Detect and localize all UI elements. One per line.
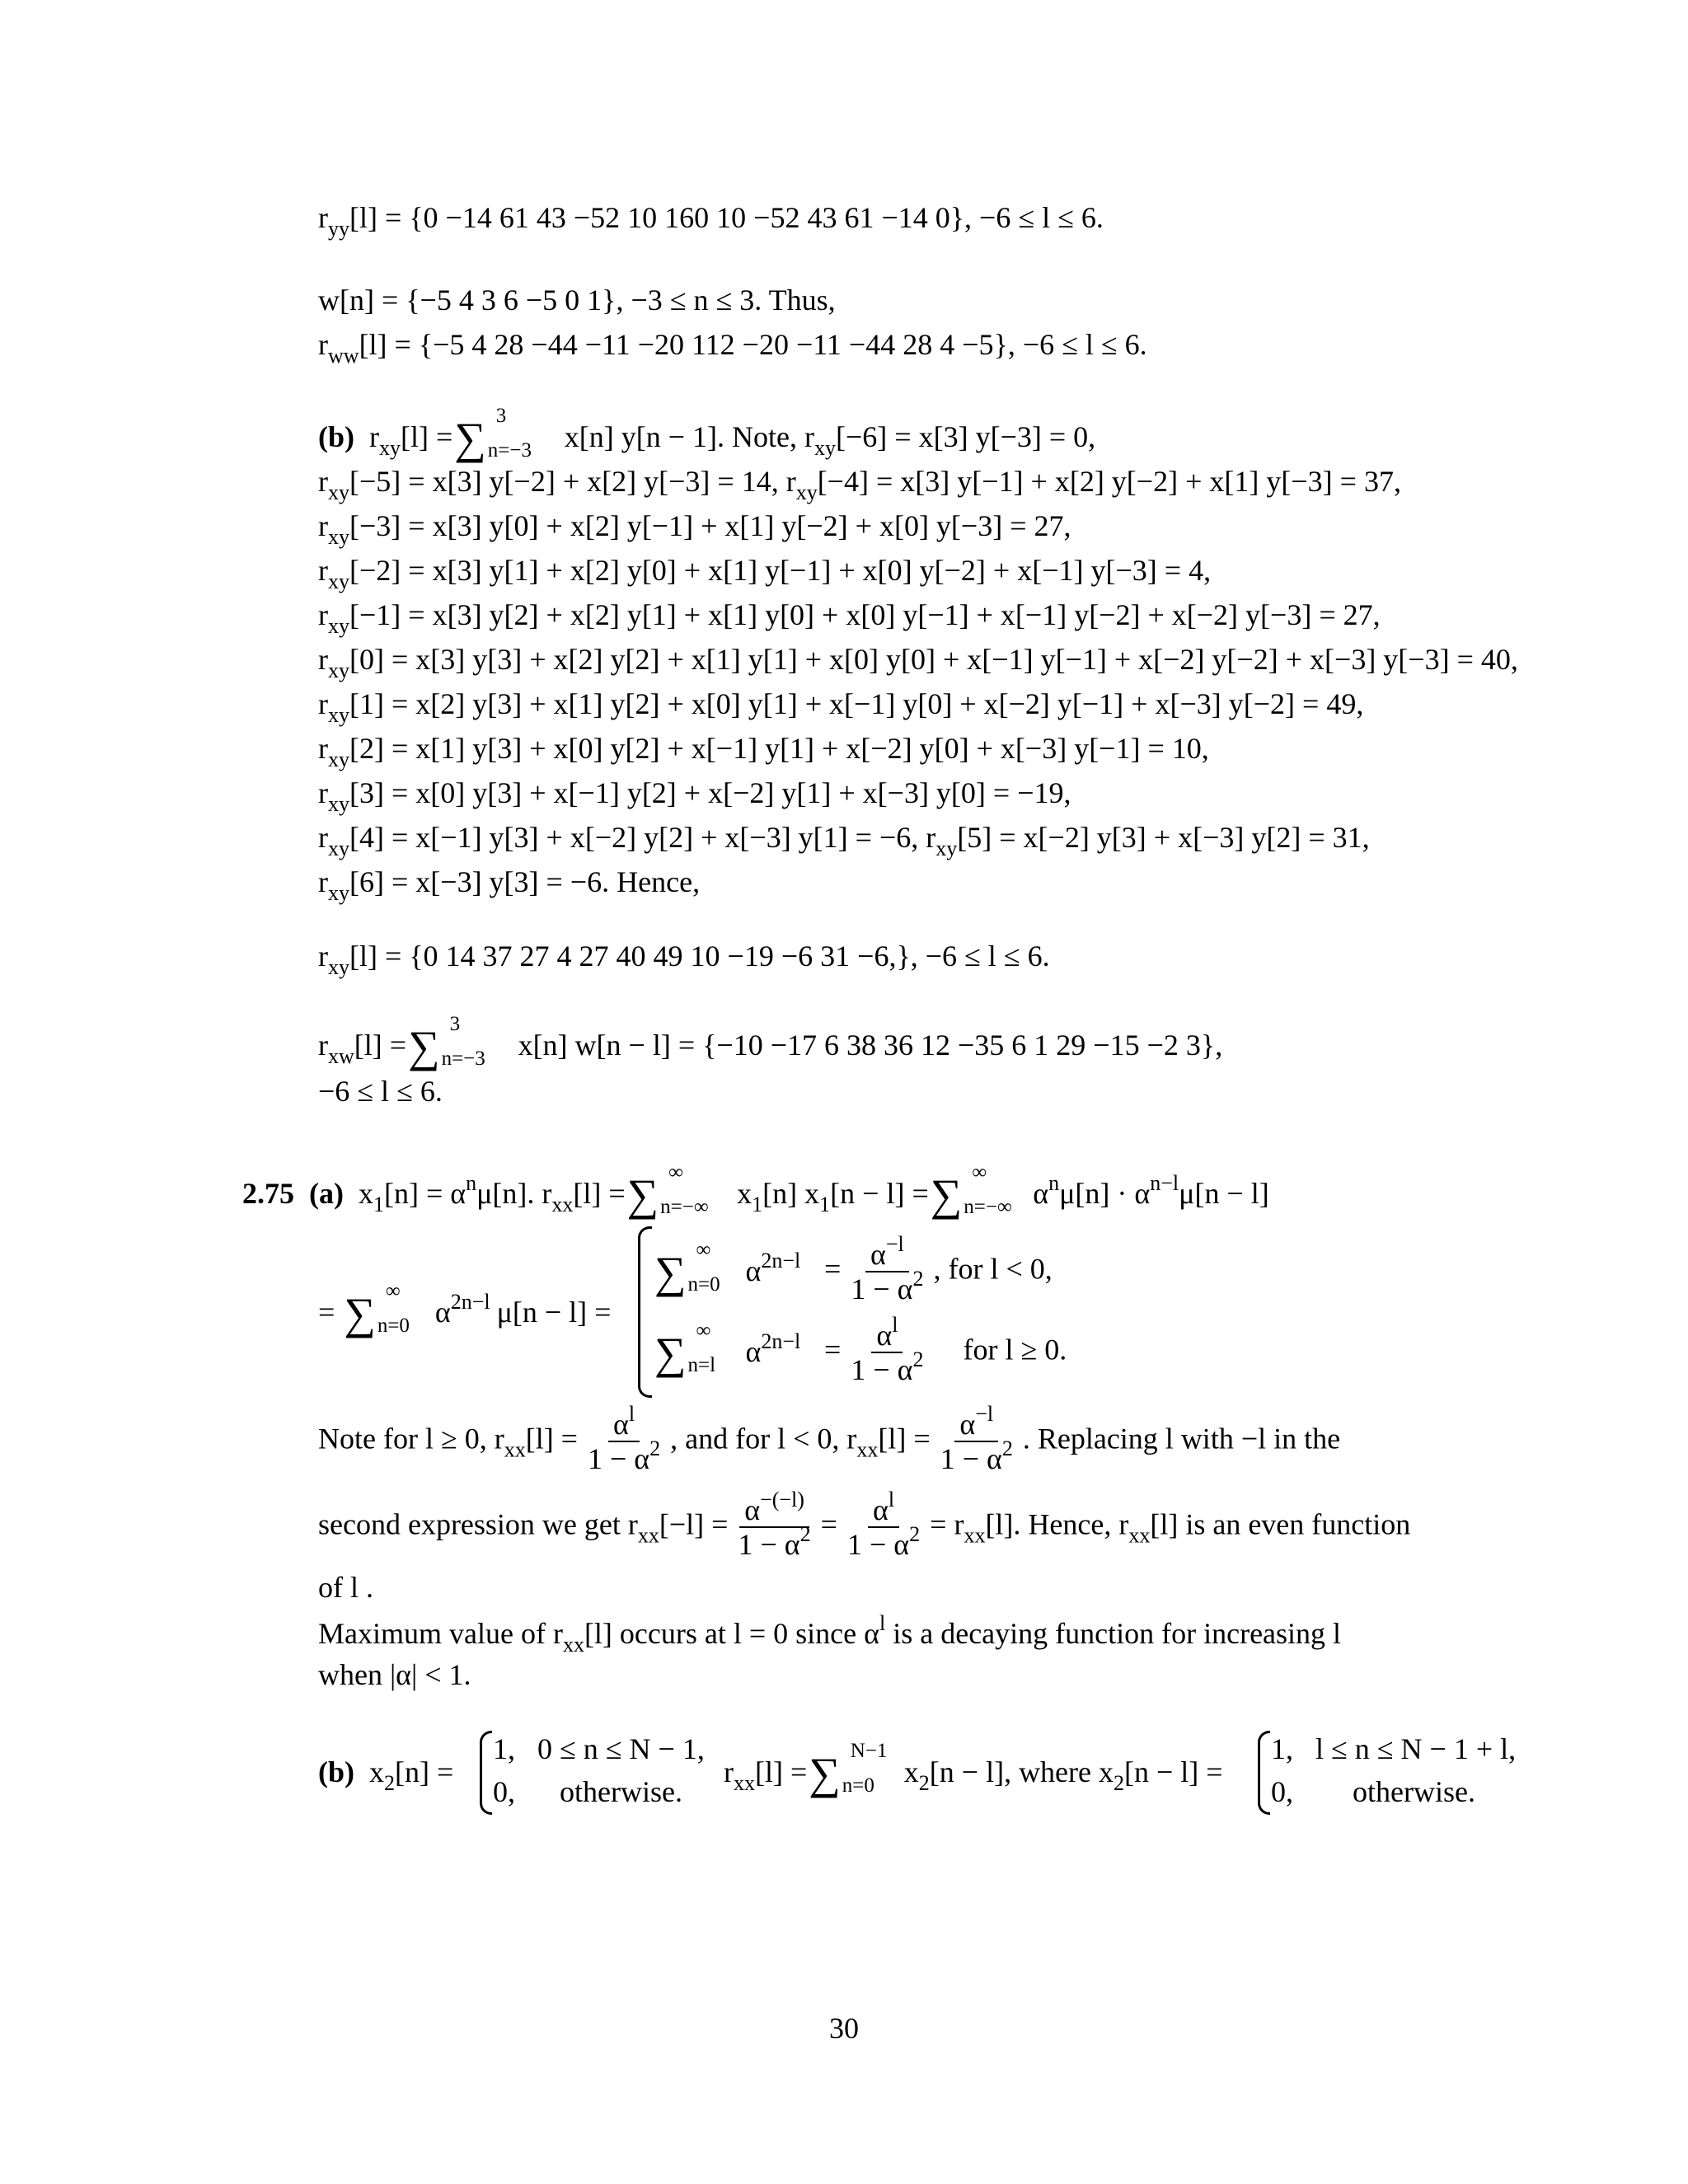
w-definition: w[n] = {−5 4 3 6 −5 0 1}, −3 ≤ n ≤ 3. Thus,: [318, 284, 836, 316]
case-2-fraction: = $\frac{\alpha^l}{1 - \alpha^2}$ for l ≥ 0.: [824, 1313, 1067, 1386]
rxx-sum-definition: $r_{xx}[l]$ =∑ N−1 n=0 $x_2[n - l]$, where $x_2[n - l]$ =: [724, 1740, 1223, 1798]
x2-shift-cases-brace: [1258, 1731, 1270, 1815]
rxy-eq-m5: $r_{xy}[-5] = x[3] y[-2] + x[2] y[-3] = 14$, $r_{xy}[-4] = x[3] y[-1] + x[2] y[-2] + x[1] y[-3] = 37$,: [318, 465, 1401, 504]
rxy-result: $r_{xy}[l] = \{0$ 14 37 27 4 27 40 49 10 −19 −6 31 −6,}, −6 ≤ l ≤ 6.: [318, 940, 1050, 979]
rxy-eq-6: $r_{xy}[6] = x[-3] y[3] = -6$. Hence,: [318, 865, 701, 905]
rxy-eq-1: $r_{xy}[1] = x[2] y[3] + x[1] y[2] + x[0] y[1] + x[-1] y[0] + x[-2] y[-1] + x[-3] y[-2] = 49$,: [318, 687, 1364, 727]
rxw-equation: $r_{xw}[l]$ =∑ 3 n=−3 x[n] w[n − l] = {−10 −17 6 38 36 12 −35 6 1 29 −15 −2 3},: [318, 1013, 1223, 1071]
case-l-nonnegative: ∑ ∞ n=l $\alpha^{2n-l}$: [654, 1319, 801, 1378]
rxy-eq-2: $r_{xy}[2] = x[1] y[3] + x[0] y[2] + x[-1] y[1] + x[-2] y[0] + x[-3] y[-1] = 10$,: [318, 732, 1209, 771]
rxy-eq-m3: $r_{xy}[-3] = x[3] y[0] + x[2] y[-1] + x[1] y[-2] + x[0] y[-3] = 27$,: [318, 509, 1071, 549]
part-b-line-1: (b) $r_{xy}[l]$ =∑ 3 n=−3 x[n] y[n − 1]. Note, $r_{xy}[-6] = x[3] y[-3] = 0$,: [318, 405, 1096, 463]
x2-case-1: 1, 0 ≤ n ≤ N − 1,: [493, 1732, 705, 1765]
rxy-eq-3: $r_{xy}[3] = x[0] y[3] + x[-1] y[2] + x[-2] y[1] + x[-3] y[0] = -19$,: [318, 776, 1071, 816]
rww-equation: $r_{ww}[l] = \{-5$ 4 28 −44 −11 −20 112 −20 −11 −44 28 4 −5}, −6 ≤ l ≤ 6.: [318, 328, 1147, 368]
x2-cases-brace: [480, 1731, 492, 1815]
of-l-line: of l .: [318, 1571, 373, 1604]
x2-shift-case-1: 1, l ≤ n ≤ N − 1 + l,: [1271, 1732, 1517, 1765]
case-l-negative: ∑ ∞ n=0 $\alpha^{2n-l}$: [654, 1239, 801, 1297]
page-number: 30: [829, 2012, 859, 2045]
x2-case-2: 0, otherwise.: [493, 1775, 682, 1808]
part-b-x2-def: (b) $x_2[n]$ =: [318, 1755, 454, 1795]
sum-expression: = ∑ ∞ n=0 $\alpha^{2n-l}$ μ[n − l] =: [318, 1280, 612, 1338]
cases-brace: [638, 1226, 652, 1398]
x2-shift-case-2: 0, otherwise.: [1271, 1775, 1475, 1808]
second-expression-line: second expression we get $r_{xx}[-l]$ = $\frac{\alpha^{-(-l)}}{1 - \alpha^2}$ = $\frac{\alpha^l}{1 - \alpha^2}$ = $r_{xx}[l]$. Hence, $r_{xx}[l]$ is an even function: [318, 1488, 1411, 1561]
maximum-value-line: Maximum value of $r_{xx}[l]$ occurs at l = 0 since $\alpha^l$ is a decaying function for increasing l: [318, 1611, 1342, 1657]
rxw-range: −6 ≤ l ≤ 6.: [318, 1075, 443, 1108]
rxy-eq-m1: $r_{xy}[-1] = x[3] y[2] + x[2] y[1] + x[1] y[0] + x[0] y[-1] + x[-1] y[-2] + x[-2] y[-3] = 27$,: [318, 598, 1381, 638]
ryy-equation: $r_{yy}[l] = \{0 -14$ 61 43 −52 10 160 10 −52 43 61 −14 0}, −6 ≤ l ≤ 6.: [318, 201, 1104, 241]
case-1-fraction: = $\frac{\alpha^{-l}}{1 - \alpha^2}$ , for l < 0,: [824, 1232, 1053, 1305]
rxy-eq-0: $r_{xy}[0] = x[3] y[3] + x[2] y[2] + x[1] y[1] + x[0] y[0] + x[-1] y[-1] + x[-2] y[-2] + x[-3] y[-3] = 40$,: [318, 643, 1518, 682]
note-line: Note for l ≥ 0, $r_{xx}[l]$ = $\frac{\alpha^l}{1 - \alpha^2}$ , and for l < 0, $r_{xx}[l]$ = $\frac{\alpha^{-l}}{1 - \alpha^2}$ . Replacing l with −l in the: [318, 1402, 1341, 1475]
when-alpha-line: when |α| < 1.: [318, 1658, 471, 1691]
problem-2-75-a-line-1: 2.75 (a) $x_1[n] = \alpha^n\mu[n]$. $r_{xx}[l]$ =∑ ∞ n=−∞ $x_1[n] x_1[n - l]$ =∑ ∞ n=−∞ $\alpha^n\mu[n] \cdot \alpha^{n-l}\mu[n - l]$: [242, 1161, 1269, 1220]
rxy-eq-m2: $r_{xy}[-2] = x[3] y[1] + x[2] y[0] + x[1] y[-1] + x[0] y[-2] + x[-1] y[-3] = 4$,: [318, 554, 1212, 593]
rxy-eq-4-5: $r_{xy}[4] = x[-1] y[3] + x[-2] y[2] + x[-3] y[1] = -6$, $r_{xy}[5] = x[-2] y[3] + x[-3] y[2] = 31$,: [318, 821, 1370, 860]
